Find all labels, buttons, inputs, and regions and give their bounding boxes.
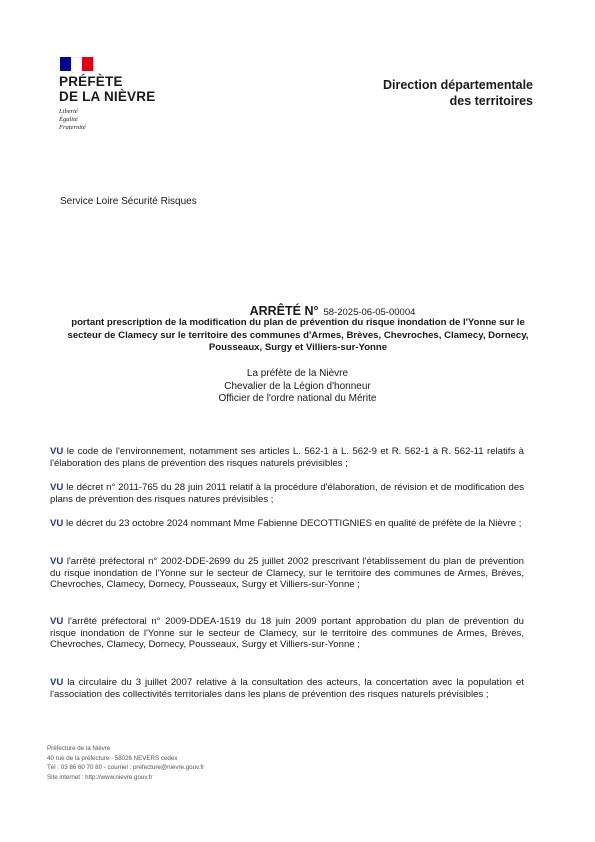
service-name: Service Loire Sécurité Risques: [60, 196, 197, 207]
consideration-paragraph: [50, 518, 524, 530]
direction-line-2: des territoires: [449, 93, 533, 108]
consideration-paragraph: [50, 482, 524, 505]
authority-line-2: Chevalier de la Légion d'honneur: [224, 380, 371, 392]
vu-label: VU: [50, 556, 64, 567]
consideration-paragraph: [50, 616, 524, 651]
direction-line-1: Direction départementale: [382, 78, 533, 92]
authority-line-1: La préfète de la Nièvre: [246, 368, 349, 379]
footer-phone-email: Tél : 03 86 60 70 80 - courriel : prefecture@nievre.gouv.fr: [47, 764, 205, 772]
arrete-subtitle: portant prescription de la modification du plan de prévention du risque inondation de l'Yonne sur le secteur de Clamecy sur le territoire des communes d'Armes, Brèves, Chevroches, Clamecy, Dornecy, Pousseaux, Surgy et Villiers-sur-Yonne: [67, 317, 529, 353]
footer-website: Site internet : http://www.nievre.gouv.fr: [47, 773, 153, 781]
footer-address: 40 rue de la préfecture - 58026 NEVERS cedex: [47, 754, 178, 762]
vu-label: VU: [50, 677, 64, 688]
consideration-text: le décret n° 2011-765 du 28 juin 2011 relatif à la procédure d'élaboration, de révision et de modification des plans de prévention des risques natures prévisibles ;: [50, 482, 524, 505]
direction-header: [383, 78, 533, 109]
prefecture-name: [59, 74, 155, 104]
prefecture-line-1: PRÉFÈTE: [59, 74, 123, 89]
consideration-paragraph: [50, 677, 524, 700]
consideration-text: l'arrêté préfectoral n° 2009-DDEA-1519 du 18 juin 2009 portant approbation du plan de prévention du risque inondation de l'Yonne sur le secteur de Clamecy, sur le territoire des communes de Armes, Brèves, Chevroches, Clamecy, Dornecy, Pousseaux, Surgy et Villiers-sur-Yonne ;: [50, 616, 525, 651]
arrete-number: 58-2025-06-05-00004: [323, 307, 416, 318]
footer-name: Préfecture de la Nièvre: [47, 745, 111, 752]
footer-contact: [47, 744, 204, 782]
consideration-paragraph: [50, 556, 524, 591]
vu-label: VU: [50, 446, 64, 457]
authority-line-3: Officier de l'ordre national du Mérite: [218, 393, 377, 404]
motto-egalite: Égalité: [59, 115, 78, 123]
prefecture-line-2: DE LA NIÈVRE: [59, 89, 156, 104]
vu-label: VU: [50, 482, 64, 493]
motto-liberte: Liberté: [59, 108, 78, 115]
authority-block: [0, 368, 595, 406]
consideration-text: le code de l'environnement, notamment ses articles L. 562-1 à L. 562-9 et R. 562-1 à R. 562-11 relatifs à l'élaboration des plans de prévention des risques naturels prévisibles ;: [50, 446, 524, 469]
consideration-text: l'arrêté préfectoral n° 2002-DDE-2699 du 25 juillet 2002 prescrivant l'établissement du plan de prévention du risque inondation de l'Yonne sur le secteur de Clamecy, sur le territoire des communes de Armes, Brèves, Chevroches, Clamecy, Dornecy, Pousseaux, Surgy et Villiers-sur-Yonne ;: [50, 556, 524, 591]
consideration-text: le décret du 23 octobre 2024 nommant Mme Fabienne DECOTTIGNIES en qualité de préfète de la Nièvre ;: [66, 518, 522, 529]
vu-label: VU: [50, 518, 64, 529]
republic-motto: [59, 108, 86, 131]
republic-flag-logo: [60, 57, 93, 71]
consideration-paragraph: [50, 446, 524, 469]
arrete-title: ARRÊTÉ N°: [249, 304, 319, 318]
vu-label: VU: [50, 616, 64, 627]
consideration-text: la circulaire du 3 juillet 2007 relative à la consultation des acteurs, la concertation avec la population et l'association des collectivités territoriales dans les plans de prévention des risques naturels prévisibles ;: [50, 677, 524, 700]
motto-fraternite: Fraternité: [59, 123, 86, 131]
